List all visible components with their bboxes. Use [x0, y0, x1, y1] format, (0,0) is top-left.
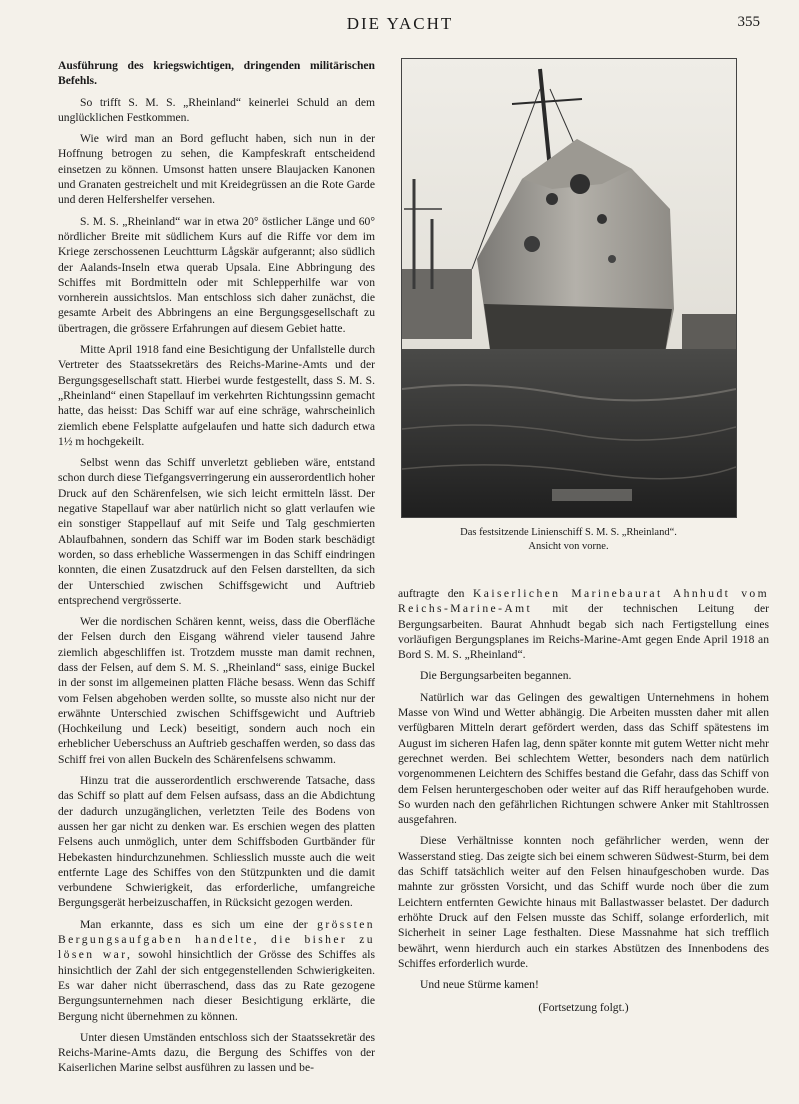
paragraph: Unter diesen Umständen entschloss sich der Staatssekretär des Reichs-Marine-Amts dazu, die Bergung des Schiffes von der Kaiserlichen Marine selbst ausführen zu lassen und be- — [58, 1030, 375, 1075]
paragraph: Und neue Stürme kamen! — [420, 978, 539, 992]
paragraph: Natürlich war das Gelingen des gewaltigen Unternehmens in hohem Masse von Wind und Wetter abhängig. Die Arbeiten mussten daher mit allen verfügbaren Mitteln derart gefördert werden, dass das Schiff spätestens im August im sicheren Hafen lag, denn später konnte mit gutem Wetter nicht mehr gerechnet werden. Bei schlechtem Wetter, besonders nach dem natürlich vorgenommenen Leichtern des Schiffes bestand die Gefahr, dass das Schiff von dem Felsen heruntergeschoben oder weiter auf das Riff heraufgehoben wurde. So wurden nach den gefährlichen Richtungen schwere Anker mit Stahltrossen ausgefahren. — [398, 690, 769, 827]
paragraph: Mitte April 1918 fand eine Besichtigung der Unfallstelle durch Vertreter des Staatssekretärs des Reichs-Marine-Amts und der Bergungsgesellschaft statt. Hierbei wurde festgestellt, dass S. M. S. „Rheinland“ einen Stapellauf im verkehrten Richtungssinn gemacht hatte, das heisst: Das Schiff war auf eine schräge, wahrscheinlich ziemlich ebene Felsplatte aufgelaufen und hatte sich dadurch etwa 1½ m hochgekeilt. — [58, 343, 375, 448]
right-column — [398, 586, 769, 1022]
paragraph: Wie wird man an Bord geflucht haben, sich nun in der Hoffnung betrogen zu sehen, die Kampfeskraft entscheidend einsetzen zu können. Umsonst hatten unsere Blaujacken Kanonen und Granaten gestreichelt und mit Kreidegrüssen an die Rote Garde und deren Helfershelfer versehen. — [58, 132, 375, 207]
text-span: Man erkannte, dass es sich um eine der — [80, 917, 318, 931]
caption-line: Das festsitzende Linienschiff S. M. S. „Rheinland“. — [460, 527, 677, 538]
left-column — [58, 58, 375, 1082]
paragraph — [398, 586, 769, 662]
text-span: auftragte den — [398, 587, 474, 600]
paragraph: Wer die nordischen Schären kennt, weiss, dass die Oberfläche der Felsen durch den Eisgang während vieler tausend Jahre ziemlich abgeschliffen ist. Trotzdem musste man damit rechnen, dass der Felsen, auf dem S. M. S. „Rheinland“ sass, einige Buckel in der sonst im allgemeinen platten Fläche besass. Wenn das Schiff vom Felsen abgehoben werden sollte, so musste also nicht nur der erwähnte Unterschied zwischen Schiffsgewicht und Auftrieb (Hochkeilung und Leck) beseitigt, sondern auch noch ein erheblicher Ueberschuss an Auftrieb geschaffen werden, so dass das Schiff frei von allen Buckeln des Schärenfelsens schwamm. — [58, 615, 375, 766]
photo-caption — [398, 526, 739, 554]
paragraph: Hinzu trat die ausserordentlich erschwerende Tatsache, dass das Schiff so platt auf dem Felsen aufsass, dass an die Abdichtung der dadurch unzugänglichen, verletzten Teile des Bodens von aussen her gar nicht zu denken war. Es erschien wegen des platten Felsens auch unmöglich, unter dem Schiffsboden Gurtbänder für Hebekasten hindurchzunehmen. Schliesslich musste auch die weit entfernte Lage des Schiffes von den Stützpunkten und die damit verbundene Schwierigkeit, das erforderliche, umfangreiche Bergungsgerät herbeizuschaffen, in Rücksicht gezogen werden. — [58, 774, 375, 910]
ship-photo — [401, 58, 737, 518]
paragraph: So trifft S. M. S. „Rheinland“ keinerlei Schuld an dem unglücklichen Festkommen. — [58, 95, 375, 124]
emphasized-text: grössten Bergungsaufgaben handelte, die bisher zu lösen war, — [58, 917, 375, 962]
ship-image — [402, 59, 736, 517]
page-number: 355 — [737, 14, 760, 30]
text-span: mit der technischen Leitung der Bergungsarbeiten. Baurat Ahnhudt begab sich nach Fertigstellung eines vorläufigen Bergungsplanes im Reichs-Marine-Amt gegen Ende April 1918 an Bord S. M. S. „Rheinland“. — [398, 602, 769, 662]
paragraph: Selbst wenn das Schiff unverletzt geblieben wäre, entstand schon durch diese Tiefgangsverringerung ein ausserordentlich hoher Druck auf den Schärenfelsen, wie sich leicht ermitteln lässt. Der negative Stapellauf war aber natürlich nicht so glatt verlaufen wie ein sonstiger Stappellauf auf mit Seife und Talg geschmierten Ablaufbahnen, sondern das Schiff war im Boden stark beschädigt worden, so dass erhebliche Wassermengen in das Schiff eindringen konnten, die einen Zusatzdruck auf den Felsen darstellten, da sich der Unterschied zwischen Schiffsgewicht und Auftrieb entsprechend vergrösserte. — [58, 456, 375, 607]
paragraph: Ausführung des kriegswichtigen, dringenden militärischen Befehls. — [58, 59, 375, 88]
emphasized-text: Kaiserlichen Marinebaurat Ahnhudt vom Reichs-Marine-Amt — [398, 587, 770, 616]
paragraph: Die Bergungsarbeiten begannen. — [420, 669, 572, 683]
text-span: sowohl hinsichtlich der Grösse des Schiffes als hinsichtlich der Zahl der sich entgegenstellenden Schwierigkeiten. Es war daher nicht überraschend, dass das zu Rate gezogene Bergungsunternehmen nach dieser Besichtigung erklärte, die Bergung nicht übernehmen zu können. — [58, 948, 375, 1023]
caption-line: Ansicht von vorne. — [528, 541, 609, 552]
journal-title: DIE YACHT — [346, 14, 454, 33]
ship-photo-figure — [398, 58, 739, 518]
paragraph: S. M. S. „Rheinland“ war in etwa 20° östlicher Länge und 60° nördlicher Breite mit südlichem Kurs auf die Riffe vor dem im Kriege zerschossenen Leuchtturm Lågskär aufgerannt; also südlich der Aalands-Inseln etwa querab Upsala. Eine Abbringung des Schiffes mit Bordmitteln oder mit Schlepperhilfe war von vornherein aussichtslos. Man entschloss sich daher zunächst, die gesamte Arbeit des Abbringens an eine Bergungsgesellschaft zu übertragen, die grössere Erfahrungen auf diesem Gebiet hatte. — [58, 214, 375, 335]
page-header — [40, 14, 760, 40]
continuation-note: (Fortsetzung folgt.) — [538, 1001, 629, 1015]
paragraph: Diese Verhältnisse konnten noch gefährlicher werden, wenn der Wasserstand stieg. Das zeigte sich bei einem schweren Südwest-Sturm, bei dem das Schiff tatsächlich weiter auf den Felsen hinaufgeschoben wurde. Das mahnte zur grössten Vorsicht, und das Schiff wurde noch über die zum Leichtern entfernten Gewichte hinaus mit Ballastwasser belastet. Der dadurch erhöhte Druck auf den Felsen musste das Schiff, solange erforderlich, mit Sicherheit in seiner Lage festhalten. Diese Massnahme hat sich trefflich bewährt, wenn hierdurch auch ein starkes Abstützen des Innenbodens des Schiffes erforderlich wurde. — [398, 834, 769, 970]
paragraph — [58, 917, 375, 1024]
